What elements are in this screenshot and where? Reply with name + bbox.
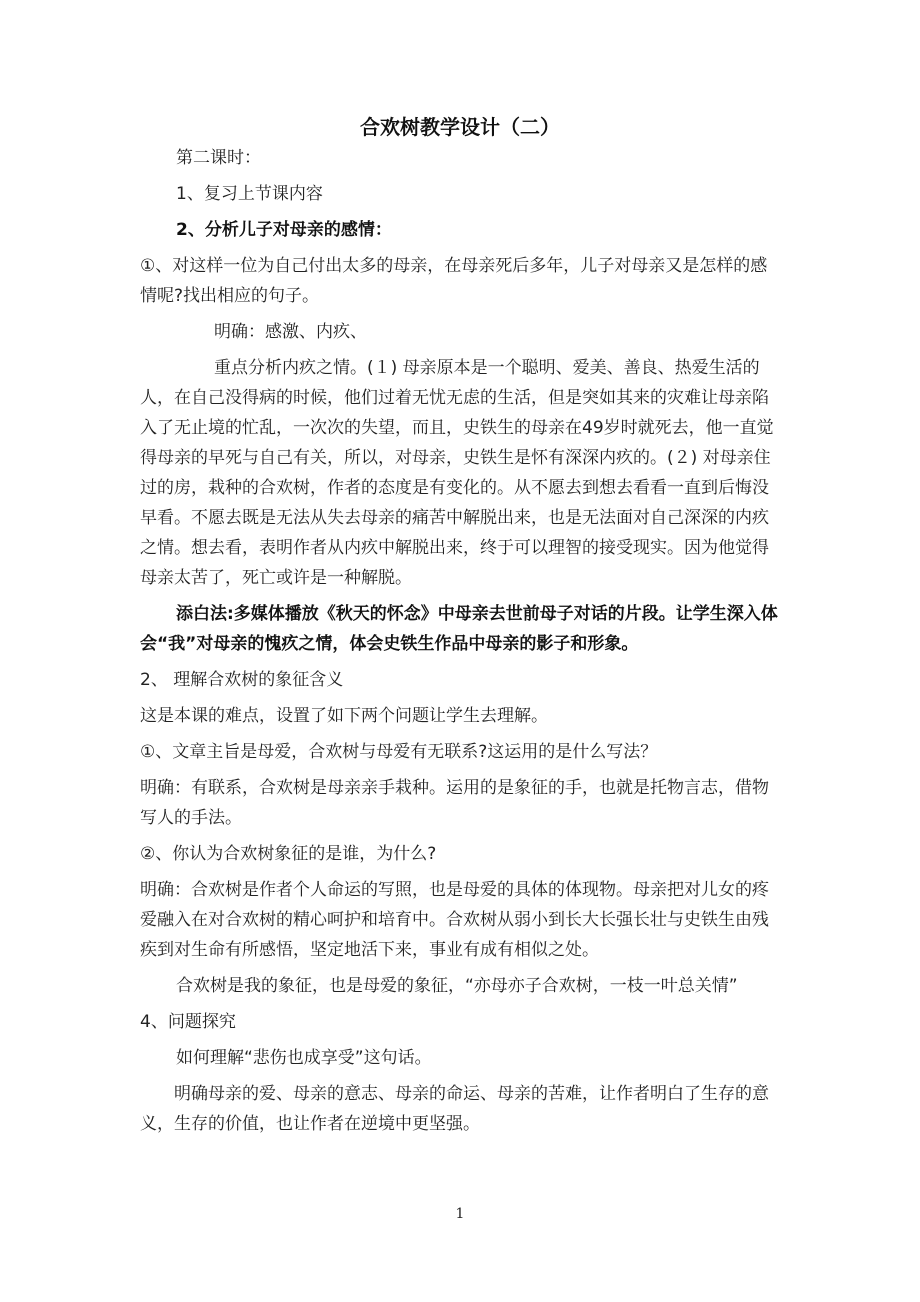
paragraph-answer-3: 明确：合欢树是作者个人命运的写照，也是母爱的具体的体现物。母亲把对儿女的疼爱融入在对合欢树的精心呵护和培育中。合欢树从弱小到长大长强长壮与史铁生由残疾到对生命有所感悟，坚定地活下来，事业有成有相似之处。: [140, 880, 769, 960]
paragraph-answer-4: 明确母亲的爱、母亲的意志、母亲的命运、母亲的苦难，让作者明白了生存的意义，生存的价值，也让作者在逆境中更坚强。: [140, 1084, 769, 1134]
paragraph-multimedia: 添白法:多媒体播放《秋天的怀念》中母亲去世前母子对话的片段。让学生深入体会“我”对母亲的愧疚之情，体会史铁生作品中母亲的影子和形象。: [140, 604, 778, 654]
paragraph-question-3: ②、你认为合欢树象征的是谁，为什么?: [140, 844, 437, 864]
paragraph-answer-2: 明确：有联系，合欢树是母亲亲手栽种。运用的是象征的手，也就是托物言志，借物写人的手法。: [140, 778, 769, 828]
paragraph-symbol-quote: 合欢树是我的象征，也是母爱的象征，“亦母亦子合欢树，一枝一叶总关情”: [176, 976, 738, 996]
document-body: [140, 143, 782, 1145]
paragraph-heading-inquiry: 4、问题探究: [140, 1012, 236, 1032]
paragraph-analysis: 重点分析内疚之情。(１) 母亲原本是一个聪明、爱美、善良、热爱生活的人，在自己没得病的时候，他们过着无忧无虑的生活，但是突如其来的灾难让母亲陷入了无止境的忙乱，一次次的失望，而且，史铁生的母亲在49岁时就死去，他一直觉得母亲的早死与自己有关，所以，对母亲，史铁生是怀有深深内疚的。(２) 对母亲住过的房，栽种的合欢树，作者的态度是有变化的。从不愿去到想去看看一直到后悔没早看。不愿去既是无法从失去母亲的痛苦中解脱出来，也是无法面对自己深深的内疚之情。想去看，表明作者从内疚中解脱出来，终于可以理智的接受现实。因为他觉得母亲太苦了，死亡或许是一种解脱。: [140, 358, 774, 588]
paragraph-answer-1: 明确：感激、内疚、: [214, 322, 367, 342]
paragraph-review: 1、复习上节课内容: [176, 184, 323, 204]
page-title: 合欢树教学设计（二）: [360, 115, 560, 139]
paragraph-heading-analysis: 2、分析儿子对母亲的感情：: [176, 220, 392, 240]
page-number: 1: [455, 1206, 465, 1222]
paragraph-difficulty: 这是本课的难点，设置了如下两个问题让学生去理解。: [140, 706, 548, 726]
paragraph-heading-symbol: 2、 理解合欢树的象征含义: [140, 670, 344, 690]
paragraph-question-1: ①、对这样一位为自己付出太多的母亲，在母亲死后多年，儿子对母亲又是怎样的感情呢?找出相应的句子。: [140, 256, 768, 306]
paragraph-lesson-label: 第二课时：: [176, 148, 261, 168]
paragraph-question-4: 如何理解“悲伤也成享受”这句话。: [176, 1048, 432, 1068]
paragraph-question-2: ①、文章主旨是母爱，合欢树与母爱有无联系?这运用的是什么写法？: [140, 742, 658, 762]
